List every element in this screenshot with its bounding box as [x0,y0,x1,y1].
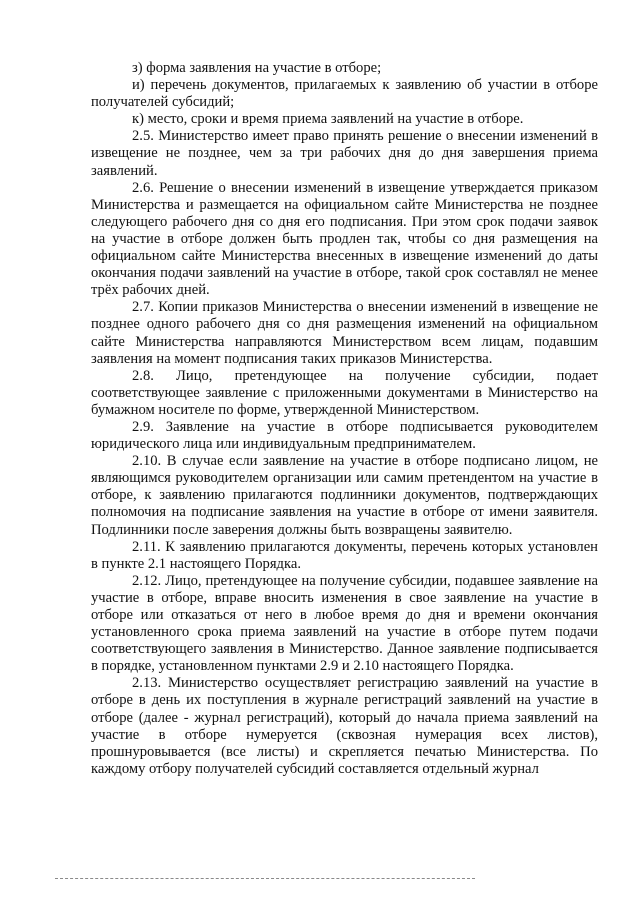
paragraph-2-6: 2.6. Решение о внесении изменений в извещение утверждается приказом Министерства и размещается на официальном сайте Министерства не позднее следующего рабочего дня со дня его подписания. При этом срок подачи заявок на участие в отборе должен быть продлен так, чтобы со дня размещения на официальном сайте Министерства внесенных в извещение изменений до даты окончания подачи заявлений на участие в отборе, такой срок составлял не менее трёх рабочих дней. [91,179,598,299]
paragraph-item-z: з) форма заявления на участие в отборе; [132,60,382,76]
paragraph-2-10: 2.10. В случае если заявление на участие в отборе подписано лицом, не являющимся руководителем организации или самим претендентом на участие в отборе, к заявлению прилагаются подлинники документов, подтверждающих полномочия на подписание заявления на участие в отборе от имени заявителя. Подлинники после заверения должны быть возвращены заявителю. [91,453,598,538]
paragraph-2-5: 2.5. Министерство имеет право принять решение о внесении изменений в извещение не позднее, чем за три рабочих дня до дня завершения приема заявлений. [91,128,598,179]
paragraph-2-8: 2.8. Лицо, претендующее на получение субсидии, подает соответствующее заявление с приложенными документами в Министерство на бумажном носителе по форме, утвержденной Министерством. [91,367,598,418]
paragraph-2-12: 2.12. Лицо, претендующее на получение субсидии, подавшее заявление на участие в отборе, вправе вносить изменения в свое заявление на участие в отборе или отказаться от него в любое время до дня и времени окончания установленного срока приема заявлений на участие в отборе путем подачи соответствующего заявления в Министерство. Данное заявление подписывается в порядке, установленном пунктами 2.9 и 2.10 настоящего Порядка. [91,572,598,675]
paragraph-2-11: 2.11. К заявлению прилагаются документы, перечень которых установлен в пункте 2.1 настоящего Порядка. [91,538,598,572]
paragraph-item-k: к) место, сроки и время приема заявлений на участие в отборе. [132,111,524,128]
paragraph-item-i: и) перечень документов, прилагаемых к заявлению об участии в отборе получателей субсидий; [91,77,598,111]
paragraph-2-7: 2.7. Копии приказов Министерства о внесении изменений в извещение не позднее одного рабочего дня со дня размещения изменений на официальном сайте Министерства направляются Министерством всем лицам, подавшим заявления на момент подписания таких приказов Министерства. [91,299,598,367]
paragraph-2-13: 2.13. Министерство осуществляет регистрацию заявлений на участие в отборе в день их поступления в журнале регистраций заявлений на участие в отборе (далее - журнал регистраций), который до начала приема заявлений на участие в отборе нумеруется (сквозная нумерация всех листов), прошнуровывается (все листы) и скрепляется печатью Министерства. По каждому отбору получателей субсидий составляется отдельный журнал [91,675,598,777]
document-body [91,60,598,778]
page-bottom-divider [55,878,475,879]
paragraph-2-9: 2.9. Заявление на участие в отборе подписывается руководителем юридического лица или индивидуальным предпринимателем. [91,418,598,453]
